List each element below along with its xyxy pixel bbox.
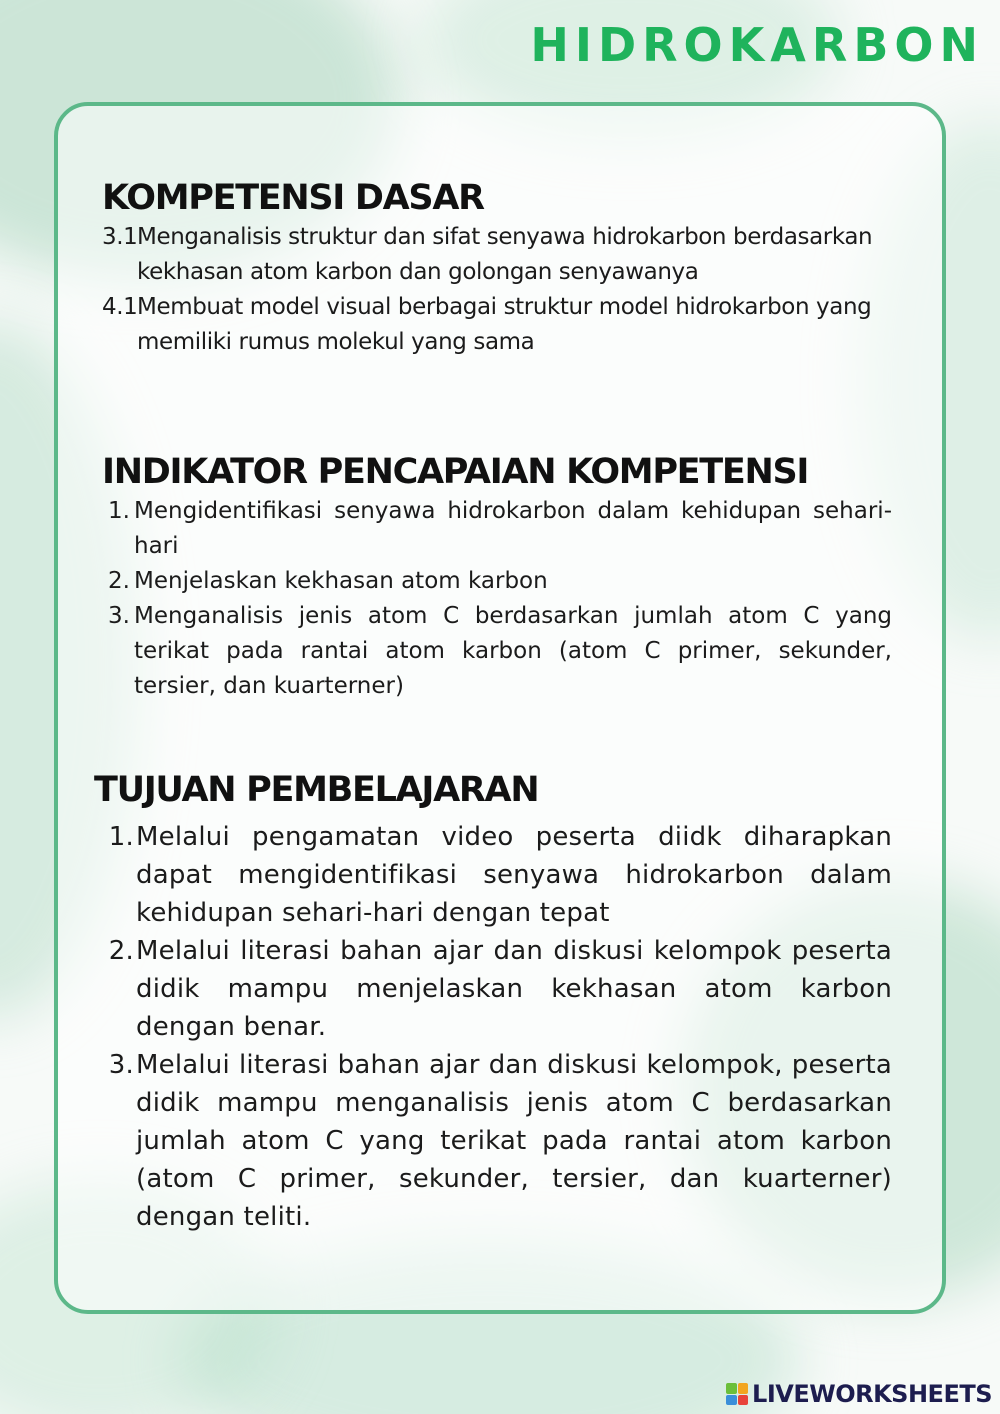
logo-square <box>738 1395 749 1406</box>
section-tujuan <box>94 768 892 1236</box>
logo-square <box>726 1383 737 1394</box>
list-item <box>102 564 892 599</box>
section-kompetensi-dasar <box>102 176 882 360</box>
indicator-list <box>102 494 892 704</box>
section-heading: INDIKATOR PENCAPAIAN KOMPETENSI <box>102 452 809 492</box>
item-text: Melalui literasi bahan ajar dan diskusi kelompok, peserta didik mampu menganalisis jenis atom C berdasarkan jumlah atom C yang terikat pada rantai atom karbon (atom C primer, sekunder, tersier, dan kuarterner) dengan teliti. <box>136 1050 892 1232</box>
liveworksheets-logo-icon <box>726 1383 748 1405</box>
logo-square <box>726 1395 737 1406</box>
objective-list <box>94 818 892 1236</box>
list-item <box>102 494 892 564</box>
item-text: Melalui literasi bahan ajar dan diskusi kelompok peserta didik mampu menjelaskan kekhasan atom karbon dengan benar. <box>136 936 892 1042</box>
item-number: 3.1 <box>102 224 138 250</box>
list-item <box>94 932 892 1046</box>
section-indikator <box>102 450 892 704</box>
section-heading: TUJUAN PEMBELAJARAN <box>94 770 539 810</box>
item-number: 1. <box>108 822 134 852</box>
item-number: 3. <box>108 603 130 629</box>
list-item <box>102 290 882 360</box>
item-text: Menganalisis struktur dan sifat senyawa hidrokarbon berdasarkan kekhasan atom karbon dan golongan senyawanya <box>137 224 873 285</box>
item-text: Menganalisis jenis atom C berdasarkan jumlah atom C yang terikat pada rantai atom karbon (atom C primer, sekunder, tersier, dan kuarterner) <box>134 603 892 699</box>
item-text: Menjelaskan kekhasan atom karbon <box>134 568 548 594</box>
item-text: Membuat model visual berbagai struktur model hidrokarbon yang memiliki rumus molekul yang sama <box>137 294 872 355</box>
liveworksheets-brand[interactable] <box>726 1380 992 1408</box>
page-title: HIDROKARBON <box>530 18 984 72</box>
item-number: 2. <box>108 936 134 966</box>
list-item <box>102 599 892 704</box>
list-item <box>94 1046 892 1236</box>
item-number: 4.1 <box>102 294 138 320</box>
content-card <box>54 102 946 1314</box>
section-heading: KOMPETENSI DASAR <box>102 178 484 218</box>
brand-name: LIVEWORKSHEETS <box>752 1380 992 1408</box>
list-item <box>102 220 882 290</box>
item-number: 2. <box>108 568 130 594</box>
list-item <box>94 818 892 932</box>
item-number: 3. <box>108 1050 134 1080</box>
item-text: Melalui pengamatan video peserta diidk diharapkan dapat mengidentifikasi senyawa hidrokarbon dalam kehidupan sehari-hari dengan tepat <box>136 822 892 928</box>
item-number: 1. <box>108 498 130 524</box>
item-text: Mengidentifikasi senyawa hidrokarbon dalam kehidupan sehari-hari <box>134 498 892 559</box>
logo-square <box>738 1383 749 1394</box>
competency-list <box>102 220 882 360</box>
